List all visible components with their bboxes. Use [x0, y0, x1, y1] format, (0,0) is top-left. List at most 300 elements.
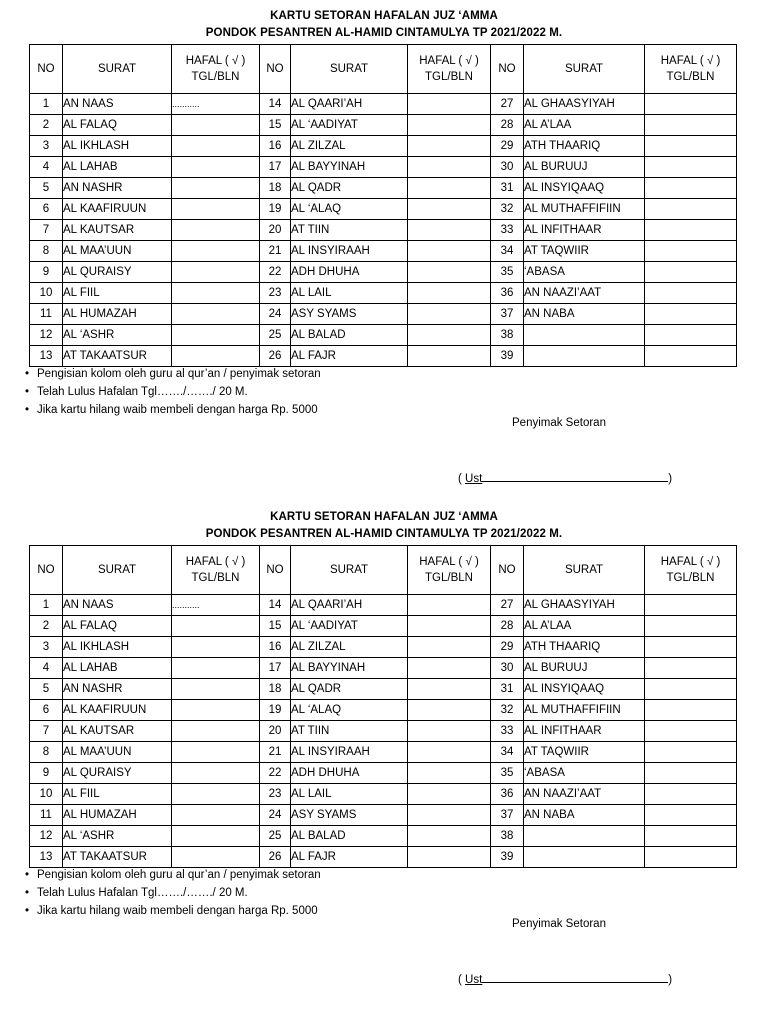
table-row — [30, 805, 737, 826]
ust-signature — [458, 971, 672, 986]
surat-name: AL ‘AADIYAT — [291, 115, 408, 136]
row-number: 17 — [260, 658, 291, 679]
hafal-date-field[interactable] — [408, 679, 491, 700]
table-row — [30, 847, 737, 868]
hafal-date-field[interactable] — [408, 94, 491, 115]
hafal-date-field[interactable] — [645, 241, 737, 262]
header-hafal — [172, 546, 260, 595]
header-surat: SURAT — [524, 45, 645, 94]
surat-name: AL ‘ALAQ — [291, 199, 408, 220]
hafal-date-field[interactable] — [408, 595, 491, 616]
surat-table — [29, 545, 737, 868]
hafal-date-field[interactable] — [645, 637, 737, 658]
ust-signature-line[interactable] — [482, 971, 668, 983]
surat-name: ATH THAARIQ — [524, 136, 645, 157]
surat-name: AL FIIL — [63, 784, 172, 805]
hafal-date-field[interactable]: ........... — [172, 595, 260, 616]
surat-name: ATH THAARIQ — [524, 637, 645, 658]
row-number: 27 — [491, 94, 524, 115]
row-number: 37 — [491, 304, 524, 325]
surat-name: AL A’LAA — [524, 616, 645, 637]
card-title: KARTU SETORAN HAFALAN JUZ ‘AMMA — [270, 10, 498, 22]
header-hafal-line2: TGL/BLN — [191, 572, 240, 584]
hafal-date-field[interactable] — [408, 136, 491, 157]
hafal-date-field[interactable] — [408, 700, 491, 721]
header-hafal — [408, 546, 491, 595]
hafal-date-field[interactable] — [172, 325, 260, 346]
surat-name: AL KAAFIRUUN — [63, 700, 172, 721]
surat-name — [524, 826, 645, 847]
hafal-date-field[interactable] — [645, 325, 737, 346]
hafal-date-field[interactable] — [645, 94, 737, 115]
row-number: 19 — [260, 199, 291, 220]
ust-label: Ust — [465, 974, 483, 986]
header-hafal-line1: HAFAL ( √ ) — [419, 55, 479, 67]
row-number: 5 — [30, 178, 63, 199]
hafal-date-field[interactable] — [645, 262, 737, 283]
table-row — [30, 94, 737, 115]
hafal-date-field[interactable] — [172, 346, 260, 367]
header-no: NO — [30, 45, 63, 94]
hafal-date-field[interactable] — [408, 220, 491, 241]
row-number: 1 — [30, 595, 63, 616]
row-number: 22 — [260, 262, 291, 283]
hafal-date-field[interactable] — [645, 178, 737, 199]
row-number: 6 — [30, 700, 63, 721]
note-text: Pengisian kolom oleh guru al qur’an / penyimak setoran — [37, 368, 321, 380]
hafal-date-field[interactable] — [645, 721, 737, 742]
hafal-date-field[interactable] — [172, 241, 260, 262]
row-number: 17 — [260, 157, 291, 178]
row-number: 8 — [30, 742, 63, 763]
surat-name: AL BALAD — [291, 325, 408, 346]
hafal-date-field[interactable] — [408, 637, 491, 658]
table-row — [30, 658, 737, 679]
surat-name: AL LAHAB — [63, 658, 172, 679]
row-number: 34 — [491, 742, 524, 763]
row-number: 16 — [260, 136, 291, 157]
row-number: 24 — [260, 304, 291, 325]
hafal-date-field[interactable] — [408, 262, 491, 283]
row-number: 34 — [491, 241, 524, 262]
table-row — [30, 616, 737, 637]
row-number: 21 — [260, 742, 291, 763]
row-number: 22 — [260, 763, 291, 784]
row-number: 32 — [491, 700, 524, 721]
surat-name: AL LAIL — [291, 784, 408, 805]
hafal-date-field[interactable] — [645, 784, 737, 805]
hafal-date-field[interactable] — [645, 199, 737, 220]
table-row — [30, 178, 737, 199]
surat-name: AN NAAS — [63, 595, 172, 616]
row-number: 36 — [491, 283, 524, 304]
surat-name: AL MAA’UUN — [63, 742, 172, 763]
surat-name: AL BAYYINAH — [291, 658, 408, 679]
surat-name: AL KAAFIRUUN — [63, 199, 172, 220]
table-row — [30, 220, 737, 241]
hafal-date-field[interactable] — [645, 220, 737, 241]
row-number: 9 — [30, 262, 63, 283]
hafal-date-field[interactable] — [172, 742, 260, 763]
hafal-date-field[interactable] — [172, 199, 260, 220]
surat-name: AL ‘ASHR — [63, 826, 172, 847]
surat-name — [524, 346, 645, 367]
note-item — [25, 884, 321, 902]
hafal-date-field[interactable] — [408, 742, 491, 763]
hafal-date-field[interactable] — [645, 742, 737, 763]
row-number: 18 — [260, 679, 291, 700]
row-number: 38 — [491, 826, 524, 847]
table-row — [30, 637, 737, 658]
surat-name: AL MUTHAFFIFIIN — [524, 700, 645, 721]
header-hafal — [645, 546, 737, 595]
header-hafal-line2: TGL/BLN — [666, 71, 715, 83]
hafal-date-field[interactable] — [408, 325, 491, 346]
header-no: NO — [30, 546, 63, 595]
surat-name: AT TAQWIIR — [524, 742, 645, 763]
row-number: 11 — [30, 304, 63, 325]
table-row — [30, 826, 737, 847]
header-no: NO — [260, 45, 291, 94]
surat-name: AL FAJR — [291, 847, 408, 868]
surat-name: AL QADR — [291, 178, 408, 199]
row-number: 38 — [491, 325, 524, 346]
row-number: 9 — [30, 763, 63, 784]
hafal-date-field[interactable] — [645, 658, 737, 679]
hafal-date-field[interactable] — [645, 679, 737, 700]
table-row — [30, 241, 737, 262]
hafal-date-field[interactable] — [408, 283, 491, 304]
table-row — [30, 742, 737, 763]
header-hafal-line2: TGL/BLN — [666, 572, 715, 584]
surat-name: AL ‘AADIYAT — [291, 616, 408, 637]
row-number: 7 — [30, 220, 63, 241]
hafal-date-field[interactable] — [172, 721, 260, 742]
surat-name: AL FIIL — [63, 283, 172, 304]
table-row — [30, 679, 737, 700]
row-number: 6 — [30, 199, 63, 220]
row-number: 21 — [260, 241, 291, 262]
surat-name: AL ZILZAL — [291, 637, 408, 658]
table-row — [30, 136, 737, 157]
row-number: 26 — [260, 847, 291, 868]
row-number: 16 — [260, 637, 291, 658]
hafal-date-field[interactable] — [172, 115, 260, 136]
row-number: 3 — [30, 136, 63, 157]
hafal-date-field[interactable] — [408, 199, 491, 220]
hafal-date-field[interactable] — [645, 616, 737, 637]
note-item — [25, 902, 321, 920]
table-row — [30, 283, 737, 304]
surat-name: AL KAUTSAR — [63, 220, 172, 241]
surat-name: AL QAARI’AH — [291, 94, 408, 115]
hafal-date-field[interactable] — [172, 763, 260, 784]
row-number: 5 — [30, 679, 63, 700]
row-number: 19 — [260, 700, 291, 721]
table-row — [30, 763, 737, 784]
header-hafal-line2: TGL/BLN — [425, 572, 473, 584]
row-number: 31 — [491, 178, 524, 199]
row-number: 10 — [30, 283, 63, 304]
hafal-date-field[interactable] — [172, 826, 260, 847]
header-surat: SURAT — [291, 45, 408, 94]
table-row — [30, 262, 737, 283]
surat-name: AL INSYIQAAQ — [524, 178, 645, 199]
hafal-date-field[interactable] — [645, 157, 737, 178]
hafal-date-field[interactable] — [645, 805, 737, 826]
hafal-date-field[interactable] — [172, 700, 260, 721]
surat-name: AL IKHLASH — [63, 136, 172, 157]
header-hafal — [645, 45, 737, 94]
hafal-date-field[interactable] — [645, 826, 737, 847]
header-hafal — [172, 45, 260, 94]
surat-name: AL FAJR — [291, 346, 408, 367]
hafal-date-field[interactable] — [645, 700, 737, 721]
surat-name: AL INSYIRAAH — [291, 742, 408, 763]
hafal-date-field[interactable] — [172, 784, 260, 805]
hafal-date-field[interactable] — [172, 616, 260, 637]
row-number: 7 — [30, 721, 63, 742]
row-number: 13 — [30, 847, 63, 868]
table-row — [30, 115, 737, 136]
table-row — [30, 199, 737, 220]
header-no: NO — [491, 546, 524, 595]
row-number: 29 — [491, 637, 524, 658]
hafal-date-field[interactable]: ........... — [172, 94, 260, 115]
note-item — [25, 365, 321, 383]
bullet-icon: • — [25, 887, 30, 899]
row-number: 26 — [260, 346, 291, 367]
table-header-row — [30, 546, 737, 595]
hafal-date-field[interactable] — [408, 304, 491, 325]
row-number: 12 — [30, 325, 63, 346]
hafal-date-field[interactable] — [172, 805, 260, 826]
header-hafal-line1: HAFAL ( √ ) — [660, 55, 721, 67]
notes-list — [25, 365, 321, 419]
row-number: 33 — [491, 220, 524, 241]
header-hafal-line1: HAFAL ( √ ) — [185, 556, 246, 568]
row-number: 12 — [30, 826, 63, 847]
hafal-date-field[interactable] — [408, 658, 491, 679]
hafal-date-field[interactable] — [408, 805, 491, 826]
note-item — [25, 383, 321, 401]
hafal-date-field[interactable] — [408, 241, 491, 262]
surat-name: AT TAQWIIR — [524, 241, 645, 262]
row-number: 31 — [491, 679, 524, 700]
hafal-date-field[interactable] — [408, 115, 491, 136]
notes-list — [25, 866, 321, 920]
surat-name: AL HUMAZAH — [63, 304, 172, 325]
surat-name: AL QURAISY — [63, 763, 172, 784]
surat-name: AN NASHR — [63, 679, 172, 700]
surat-name: AL ZILZAL — [291, 136, 408, 157]
row-number: 35 — [491, 763, 524, 784]
hafal-date-field[interactable] — [408, 721, 491, 742]
hafal-date-field[interactable] — [172, 847, 260, 868]
note-text: Telah Lulus Hafalan Tgl……./……./ 20 M. — [37, 386, 248, 398]
surat-name: AL INFITHAAR — [524, 721, 645, 742]
surat-name: ASY SYAMS — [291, 805, 408, 826]
row-number: 18 — [260, 178, 291, 199]
surat-name: AL HUMAZAH — [63, 805, 172, 826]
hafal-date-field[interactable] — [172, 220, 260, 241]
surat-name: AL QAARI’AH — [291, 595, 408, 616]
header-hafal-line2: TGL/BLN — [425, 71, 473, 83]
hafal-date-field[interactable] — [408, 784, 491, 805]
table-row — [30, 325, 737, 346]
ust-close-paren: ) — [668, 974, 673, 986]
surat-name: AL GHAASYIYAH — [524, 94, 645, 115]
surat-name: AL INSYIQAAQ — [524, 679, 645, 700]
row-number: 13 — [30, 346, 63, 367]
note-text: Jika kartu hilang waib membeli dengan harga Rp. 5000 — [37, 905, 318, 917]
surat-name: AT TIIN — [291, 721, 408, 742]
header-hafal-line2: TGL/BLN — [191, 71, 240, 83]
header-no: NO — [491, 45, 524, 94]
note-text: Jika kartu hilang waib membeli dengan harga Rp. 5000 — [37, 404, 318, 416]
surat-name: AT TAKAATSUR — [63, 346, 172, 367]
surat-name: AN NAAS — [63, 94, 172, 115]
hafal-date-field[interactable] — [645, 763, 737, 784]
hafal-date-field[interactable] — [645, 304, 737, 325]
hafal-date-field[interactable] — [408, 157, 491, 178]
bullet-icon: • — [25, 905, 30, 917]
hafal-date-field[interactable] — [408, 763, 491, 784]
surat-name: AL ‘ALAQ — [291, 700, 408, 721]
hafal-date-field[interactable] — [172, 262, 260, 283]
surat-name: AL BAYYINAH — [291, 157, 408, 178]
table-header-row — [30, 45, 737, 94]
surat-name: AT TAKAATSUR — [63, 847, 172, 868]
hafal-date-field[interactable] — [408, 616, 491, 637]
table-row — [30, 721, 737, 742]
hafal-date-field[interactable] — [645, 115, 737, 136]
row-number: 2 — [30, 616, 63, 637]
row-number: 27 — [491, 595, 524, 616]
surat-name: AN NAAZI’AAT — [524, 283, 645, 304]
header-hafal-line1: HAFAL ( √ ) — [185, 55, 246, 67]
row-number: 10 — [30, 784, 63, 805]
surat-name: ‘ABASA — [524, 763, 645, 784]
hafal-date-field[interactable] — [172, 157, 260, 178]
header-surat: SURAT — [291, 546, 408, 595]
surat-name: AN NABA — [524, 304, 645, 325]
hafal-date-field[interactable] — [172, 283, 260, 304]
row-number: 20 — [260, 721, 291, 742]
header-surat: SURAT — [63, 546, 172, 595]
row-number: 15 — [260, 115, 291, 136]
hafal-date-field[interactable] — [645, 847, 737, 868]
surat-name — [524, 847, 645, 868]
ust-signature-line[interactable] — [482, 470, 668, 482]
surat-name: AL MUTHAFFIFIIN — [524, 199, 645, 220]
note-item — [25, 866, 321, 884]
hafal-date-field[interactable] — [408, 178, 491, 199]
table-row — [30, 304, 737, 325]
row-number: 4 — [30, 658, 63, 679]
hafal-date-field[interactable] — [172, 178, 260, 199]
ust-label: Ust — [465, 473, 483, 485]
row-number: 30 — [491, 157, 524, 178]
surat-name: AT TIIN — [291, 220, 408, 241]
header-hafal — [408, 45, 491, 94]
surat-name: AL INSYIRAAH — [291, 241, 408, 262]
table-row — [30, 784, 737, 805]
card-title: KARTU SETORAN HAFALAN JUZ ‘AMMA — [270, 511, 498, 523]
surat-name: AN NAAZI’AAT — [524, 784, 645, 805]
surat-name: AL A’LAA — [524, 115, 645, 136]
row-number: 36 — [491, 784, 524, 805]
ust-close-paren: ) — [668, 473, 673, 485]
hafal-date-field[interactable] — [408, 847, 491, 868]
row-number: 23 — [260, 283, 291, 304]
header-hafal-line1: HAFAL ( √ ) — [419, 556, 479, 568]
hafal-date-field[interactable] — [172, 136, 260, 157]
row-number: 39 — [491, 847, 524, 868]
hafal-date-field[interactable] — [172, 304, 260, 325]
card-subtitle: PONDOK PESANTREN AL-HAMID CINTAMULYA TP 2021/2022 M. — [205, 27, 563, 39]
row-number: 28 — [491, 616, 524, 637]
hafal-date-field[interactable] — [172, 679, 260, 700]
hafal-date-field[interactable] — [172, 658, 260, 679]
hafal-date-field[interactable] — [645, 283, 737, 304]
surat-name: AN NABA — [524, 805, 645, 826]
surat-name: AL KAUTSAR — [63, 721, 172, 742]
card-subtitle: PONDOK PESANTREN AL-HAMID CINTAMULYA TP 2021/2022 M. — [205, 528, 563, 540]
row-number: 2 — [30, 115, 63, 136]
row-number: 33 — [491, 721, 524, 742]
hafal-date-field[interactable] — [645, 346, 737, 367]
row-number: 39 — [491, 346, 524, 367]
ust-signature — [458, 470, 672, 485]
surat-name: AL INFITHAAR — [524, 220, 645, 241]
surat-name: ASY SYAMS — [291, 304, 408, 325]
note-item — [25, 401, 321, 419]
hafal-date-field[interactable] — [408, 346, 491, 367]
row-number: 29 — [491, 136, 524, 157]
note-text: Pengisian kolom oleh guru al qur’an / penyimak setoran — [37, 869, 321, 881]
hafal-date-field[interactable] — [645, 595, 737, 616]
header-surat: SURAT — [63, 45, 172, 94]
penyimak-label: Penyimak Setoran — [512, 918, 606, 930]
row-number: 1 — [30, 94, 63, 115]
hafal-date-field[interactable] — [172, 637, 260, 658]
row-number: 30 — [491, 658, 524, 679]
ust-open-paren: ( — [458, 473, 466, 485]
row-number: 35 — [491, 262, 524, 283]
surat-name: ‘ABASA — [524, 262, 645, 283]
row-number: 15 — [260, 616, 291, 637]
hafal-date-field[interactable] — [645, 136, 737, 157]
table-row — [30, 346, 737, 367]
surat-name: AN NASHR — [63, 178, 172, 199]
table-row — [30, 700, 737, 721]
surat-table — [29, 44, 737, 367]
surat-name: AL FALAQ — [63, 115, 172, 136]
hafal-date-field[interactable] — [408, 826, 491, 847]
table-row — [30, 595, 737, 616]
surat-name: AL ‘ASHR — [63, 325, 172, 346]
surat-name: ADH DHUHA — [291, 763, 408, 784]
note-text: Telah Lulus Hafalan Tgl……./……./ 20 M. — [37, 887, 248, 899]
row-number: 20 — [260, 220, 291, 241]
surat-name: AL QADR — [291, 679, 408, 700]
row-number: 14 — [260, 94, 291, 115]
surat-name: AL FALAQ — [63, 616, 172, 637]
surat-name: AL MAA’UUN — [63, 241, 172, 262]
surat-name: ADH DHUHA — [291, 262, 408, 283]
row-number: 4 — [30, 157, 63, 178]
